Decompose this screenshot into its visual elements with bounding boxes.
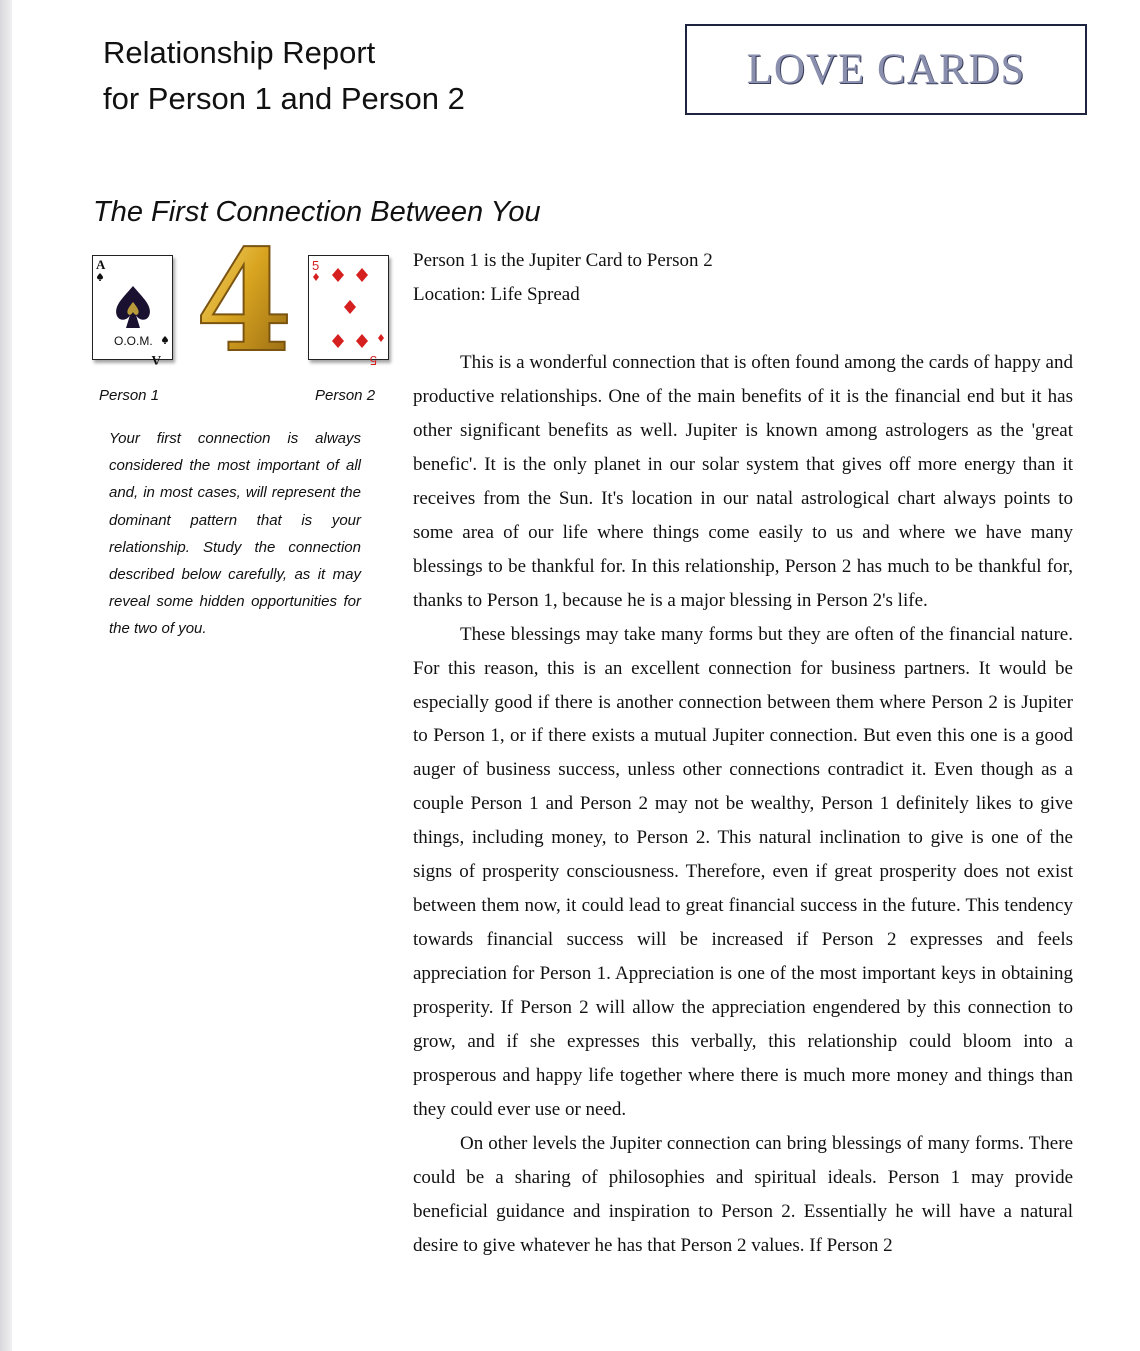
ace-of-spades-card: [92, 255, 173, 368]
diamond-pip-icon: [356, 334, 368, 348]
card1-rank-bottom: A: [151, 353, 161, 368]
section-title: The First Connection Between You: [93, 196, 541, 228]
connection-number-text: 4: [195, 220, 293, 384]
card1-emblem-text: O.O.M.: [114, 334, 153, 348]
card2-bottom-diamond-icon: [378, 334, 384, 342]
diamond-pip-icon: [344, 300, 356, 314]
five-of-diamonds-card: [308, 255, 389, 368]
body-paragraph-3: On other levels the Jupiter connection can bring blessings of many forms. There could be a sharing of philosophies and spiritual ideals. Person 1 may provide beneficial guidance and inspiration to Person 2. Essentially he will have a natural desire to give whatever he has that Person 2 values. If Person 2: [413, 1132, 1073, 1256]
report-title-line2: for Person 1 and Person 2: [103, 81, 465, 116]
card1-rank-top: A: [96, 257, 106, 272]
body-paragraph-2: These blessings may take many forms but they are often of the financial nature. For this reason, this is an excellent connection for business partners. It would be especially good if there is another connection between them where Person 2 is Jupiter to Person 1, or if there exists a mutual Jupiter connection. But even this one is a good auger of business success, unless other connections contradict it. Even though as a couple Person 1 and Person 2 may not be wealthy, Person 1 definitely likes to give things, including money, to Person 2. This natural inclination to give is one of the signs of prosperity consciousness. Therefore, even if great prosperity does not exist between them now, it could lead to great financial success in the future. This tendency towards financial success will be increased if Person 2 expresses and feels appreciation for Person 1. Appreciation is one of the most important keys in obtaining prosperity. If Person 2 will allow the appreciation engendered by this connection to grow, and if she expresses this verbally, this relationship could bloom into a prosperous and happy life together where there is much more money and things than they could ever use or need.: [413, 623, 1073, 1120]
card2-corner-diamond-icon: [313, 273, 319, 281]
card2-rank-top: 5: [312, 258, 320, 273]
ace-card-face: [93, 256, 172, 368]
connection-location: Location: Life Spread: [413, 284, 580, 305]
diamond-pip-icon: [332, 268, 344, 282]
person2-label: Person 2: [315, 387, 376, 404]
diamond-pip-icon: [356, 268, 368, 282]
card1-corner-spade-icon: [97, 273, 103, 281]
viewer-margin: [0, 0, 12, 1351]
connection-summary: Person 1 is the Jupiter Card to Person 2: [413, 250, 713, 271]
connection-number: [184, 220, 304, 384]
five-card-face: [309, 256, 388, 368]
diamond-pip-icon: [332, 334, 344, 348]
body-paragraph-1: This is a wonderful connection that is often found among the cards of happy and productive relationships. One of the main benefits of it is the financial end but it has other significant benefits as well. Jupiter is known among astrologers as the 'great benefic'. It is the only planet in our solar system that gives off more energy than it receives from the Sun. It's location in our natal astrological chart always points to some area of our life where things come easily to us and where we have many blessings to be thankful for. In this relationship, Person 2 has much to be thankful for, thanks to Person 1, because he is a major blessing in Person 2's life.: [413, 352, 1073, 611]
card1-bottom-spade-icon: [162, 336, 168, 344]
love-cards-logo: [685, 24, 1087, 115]
person1-label: Person 1: [99, 387, 160, 404]
sidebar-note: Your first connection is always considered the most important of all and, in most cases, will represent the dominant pattern that is your relationship. Study the connection described below carefully, as it may reveal some hidden opportunities for the two of you.: [109, 430, 361, 638]
report-page: [12, 0, 1140, 1351]
report-body: [413, 346, 1073, 1263]
report-title: [103, 30, 465, 122]
report-title-line1: Relationship Report: [103, 35, 376, 70]
logo-text: LOVE CARDS: [746, 46, 1026, 93]
card2-rank-bottom: 5: [369, 353, 377, 368]
